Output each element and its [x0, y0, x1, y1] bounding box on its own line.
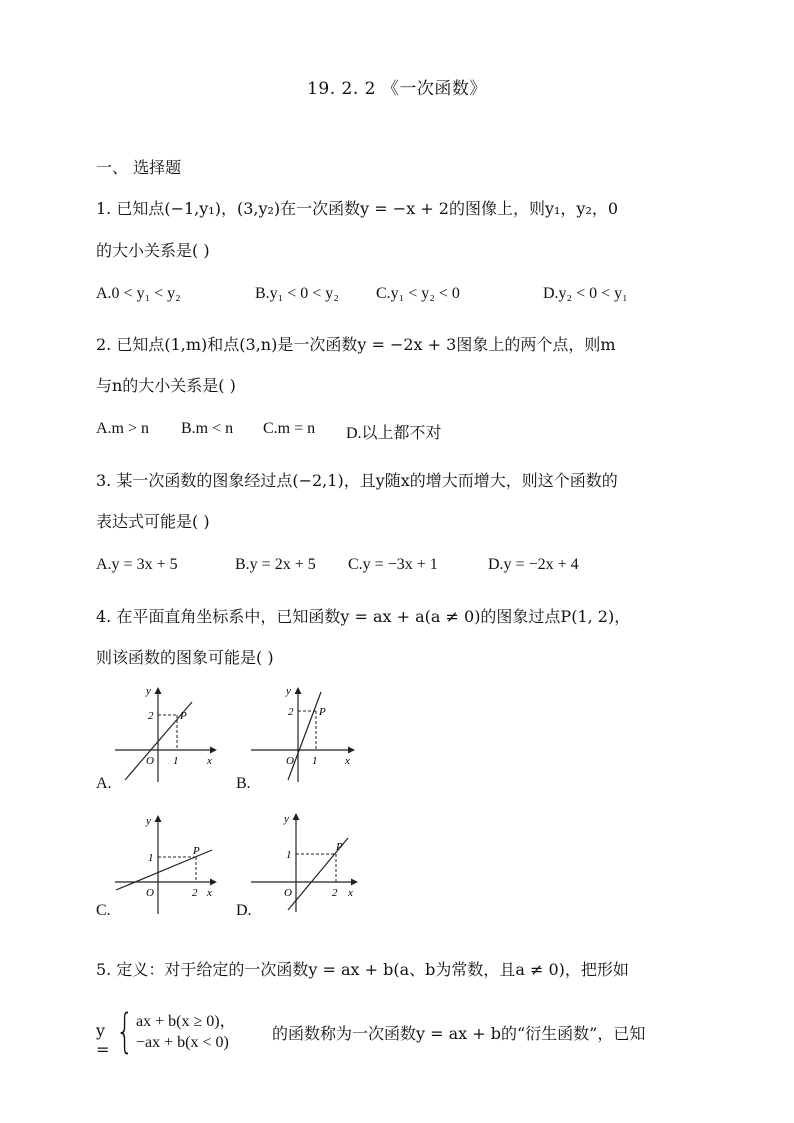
q5-case2: −ax + b(x < 0)	[136, 1034, 229, 1051]
q5-rest: 的函数称为一次函数y = ax + b的“衍生函数”，已知	[272, 1024, 646, 1043]
graph-b-y-label: y	[286, 685, 291, 697]
graph-c-x-tick: 2	[192, 887, 198, 899]
graph-b-label: B.	[236, 775, 251, 792]
q1-line2: 的大小关系是( )	[96, 241, 210, 260]
graph-b-y-tick: 2	[288, 706, 294, 718]
graph-d-x-label: x	[348, 887, 353, 899]
q4-line1: 4. 在平面直角坐标系中，已知函数y = ax + a(a ≠ 0)的图象过点P(1, 2)，	[96, 607, 631, 626]
q1-option-b: B.y₁ < 0 < y₂	[255, 285, 339, 302]
graph-d-label: D.	[236, 902, 252, 919]
graph-a-origin-label: O	[146, 755, 154, 767]
q1-line1: 1. 已知点(−1,y₁)，(3,y₂)在一次函数y = −x + 2的图像上，则y₁，y₂，0	[96, 199, 619, 218]
q2-option-b: B.m < n	[181, 420, 234, 437]
graph-d-x-tick: 2	[332, 887, 338, 899]
q2-line1: 2. 已知点(1,m)和点(3,n)是一次函数y = −2x + 3图象上的两个点，则m	[96, 335, 616, 354]
graph-c-origin-label: O	[146, 887, 154, 899]
graph-a-y-label: y	[146, 685, 151, 697]
graph-c-y-label: y	[146, 815, 151, 827]
graph-c-y-tick: 1	[148, 852, 154, 864]
graph-a-x-label: x	[207, 755, 212, 767]
graph-c	[110, 810, 220, 915]
q3-option-a: A.y = 3x + 5	[96, 556, 178, 573]
graph-a-label: A.	[96, 775, 112, 792]
q2-option-d: D.以上都不对	[346, 425, 442, 442]
q1-option-c: C.y₁ < y₂ < 0	[376, 285, 460, 302]
page-title: 19. 2. 2 《一次函数》	[307, 79, 487, 99]
graph-d-y-tick: 1	[286, 849, 292, 861]
q3-line1: 3. 某一次函数的图象经过点(−2,1)，且y随x的增大而增大，则这个函数的	[96, 471, 618, 490]
q1-option-a: A.0 < y₁ < y₂	[96, 285, 181, 302]
q5-line1: 5. 定义：对于给定的一次函数y = ax + b(a、b为常数，且a ≠ 0)，把形如	[96, 960, 629, 979]
q2-line2: 与n的大小关系是( )	[96, 376, 236, 395]
graph-a	[110, 682, 220, 782]
q3-line2: 表达式可能是( )	[96, 512, 210, 531]
graph-c-label: C.	[96, 902, 111, 919]
graph-b	[248, 682, 358, 782]
q4-line2: 则该函数的图象可能是( )	[96, 648, 274, 667]
q5-case1: ax + b(x ≥ 0)，	[136, 1013, 236, 1030]
graph-b-x-tick: 1	[312, 755, 318, 767]
graph-d	[248, 808, 363, 913]
section-heading: 一、 选择题	[96, 158, 182, 177]
graph-d-y-label: y	[284, 813, 289, 825]
graph-a-x-tick: 1	[173, 755, 179, 767]
graph-a-point-label: P	[180, 710, 187, 722]
q2-option-a: A.m > n	[96, 420, 150, 437]
graph-b-origin-label: O	[286, 755, 294, 767]
q5-y-eq: y =	[96, 1021, 110, 1059]
graph-c-x-label: x	[207, 887, 212, 899]
graph-a-y-tick: 2	[148, 710, 154, 722]
q3-option-d: D.y = −2x + 4	[488, 556, 579, 573]
brace-icon: {	[116, 1004, 134, 1058]
graph-d-origin-label: O	[284, 887, 292, 899]
graph-c-point-label: P	[193, 845, 200, 857]
graph-d-point-label: P	[336, 841, 343, 853]
q1-option-d: D.y₂ < 0 < y₁	[543, 285, 628, 302]
graph-b-point-label: P	[319, 706, 326, 718]
q3-option-c: C.y = −3x + 1	[348, 556, 438, 573]
q2-option-c: C.m = n	[263, 420, 316, 437]
graph-b-x-label: x	[345, 755, 350, 767]
q3-option-b: B.y = 2x + 5	[235, 556, 316, 573]
